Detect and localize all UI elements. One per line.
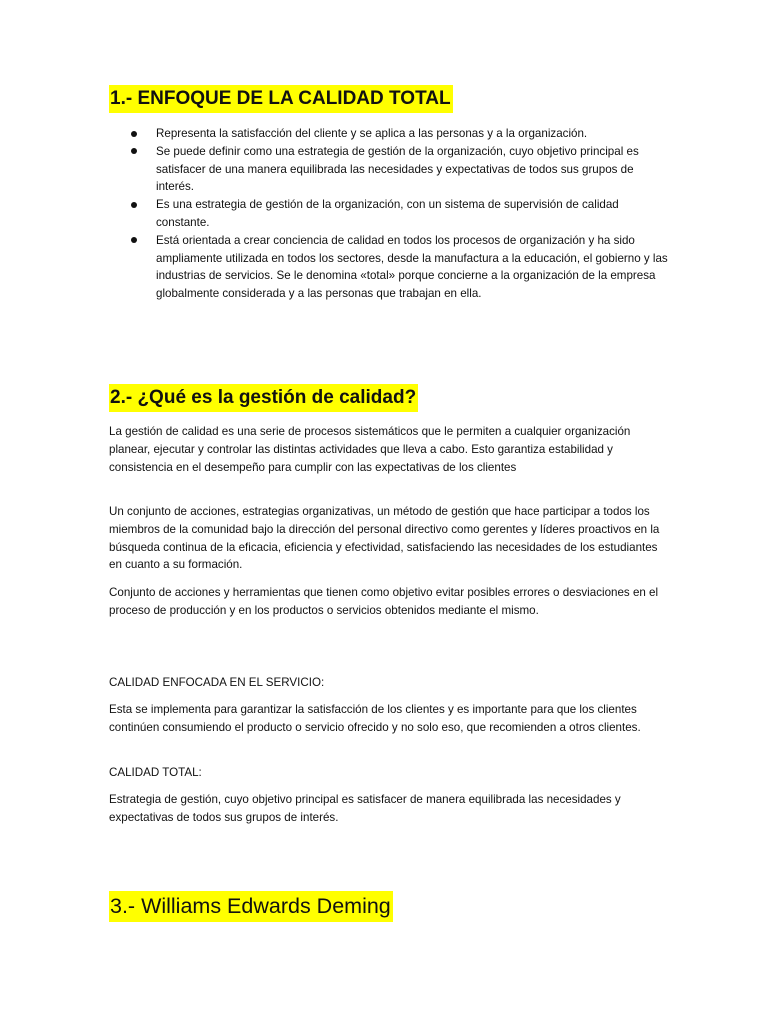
subheading-calidad-total: CALIDAD TOTAL: xyxy=(109,766,202,779)
bullet-text: Se puede definir como una estrategia de gestión de la organización, cuyo objetivo principal es satisfacer de una manera equilibrada las necesidades y expectativas de todos sus grupos de interés. xyxy=(156,144,639,194)
subheading-calidad-servicio: CALIDAD ENFOCADA EN EL SERVICIO: xyxy=(109,676,325,689)
bullet-text: Está orientada a crear conciencia de calidad en todos los procesos de organización y ha sido ampliamente utilizada en todos los sectores, desde la manufactura a la educación, el gobierno y las industrias de servicios. Se le denomina «total» porque concierne a la organización de la empresa globalmente considerada y a las personas que trabajan en ella. xyxy=(156,233,668,301)
paragraph-herramientas: Conjunto de acciones y herramientas que tienen como objetivo evitar posibles errores o desviaciones en el proceso de producción y en los productos o servicios obtenidos mediante el mismo. xyxy=(109,586,659,617)
section-2-heading-text: 2.- ¿Qué es la gestión de calidad? xyxy=(109,384,418,412)
section-1-heading xyxy=(109,89,453,108)
section-3-heading-text: 3.- Williams Edwards Deming xyxy=(109,891,393,922)
section-1-heading-text: 1.- ENFOQUE DE LA CALIDAD TOTAL xyxy=(109,85,453,113)
paragraph-calidad-total: Estrategia de gestión, cuyo objetivo principal es satisfacer de manera equilibrada las necesidades y expectativas de todos sus grupos de interés. xyxy=(109,793,621,824)
bullet-dot-icon xyxy=(131,202,137,208)
section-2-heading xyxy=(109,388,418,407)
bullet-dot-icon xyxy=(131,148,137,154)
bullet-item xyxy=(109,196,669,232)
bullet-item xyxy=(109,125,669,143)
bullet-text: Es una estrategia de gestión de la organización, con un sistema de supervisión de calidad constante. xyxy=(156,198,619,229)
bullet-item xyxy=(109,143,669,196)
section-1-bullet-list xyxy=(109,125,669,303)
bullet-item xyxy=(109,232,669,303)
bullet-dot-icon xyxy=(131,131,137,137)
paragraph-definition: La gestión de calidad es una serie de procesos sistemáticos que le permiten a cualquier organización planear, ejecutar y controlar las distintas actividades que lleva a cabo. Esto garantiza estabilidad y consistencia en el desempeño para cumplir con las expectativas de los clientes xyxy=(109,425,631,474)
paragraph-conjunto-acciones: Un conjunto de acciones, estrategias organizativas, un método de gestión que hace participar a todos los miembros de la comunidad bajo la dirección del personal directivo como gerentes y líderes proactivos en la búsqueda continua de la eficacia, eficiencia y efectividad, satisfaciendo las necesidades de los estudiantes en cuanto a su formación. xyxy=(109,505,660,572)
section-3-heading xyxy=(109,896,393,918)
bullet-text: Representa la satisfacción del cliente y se aplica a las personas y a la organización. xyxy=(156,127,588,140)
paragraph-calidad-servicio: Esta se implementa para garantizar la satisfacción de los clientes y es importante para que los clientes continúen consumiendo el producto o servicio ofrecido y no solo eso, que recomienden a otros clientes. xyxy=(109,703,641,734)
bullet-dot-icon xyxy=(131,237,137,243)
